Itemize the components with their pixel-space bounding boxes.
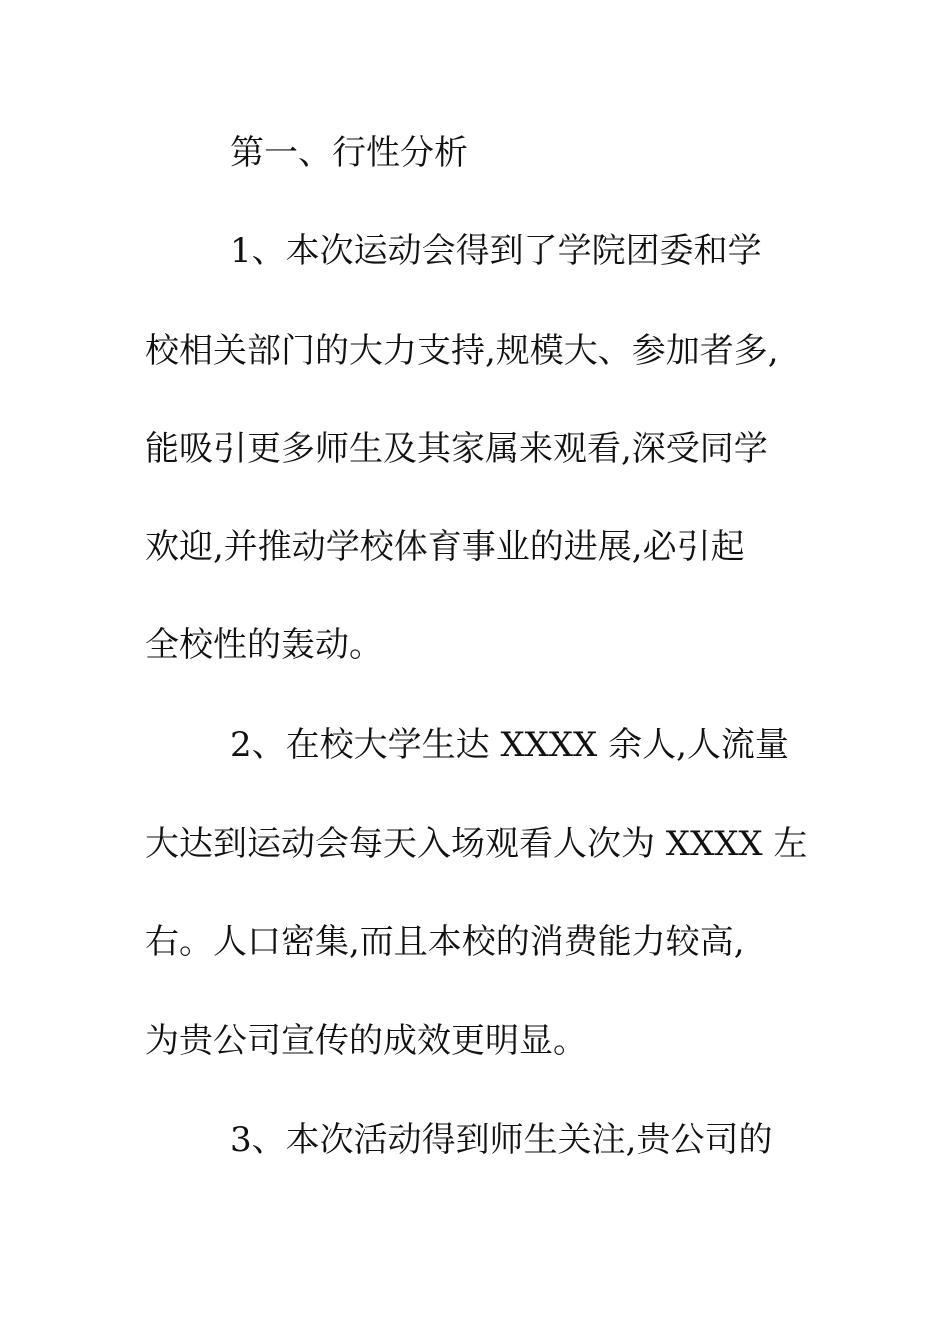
paragraph-line: 2、在校大学生达 XXXX 余人,人流量: [230, 725, 789, 765]
paragraph-line: 1、本次运动会得到了学院团委和学: [230, 231, 762, 271]
paragraph-line: 为贵公司宣传的成效更明显。: [145, 1021, 587, 1061]
paragraph-line: 全校性的轰动。: [145, 625, 383, 665]
section-heading: 第一、行性分析: [230, 133, 468, 173]
paragraph-line: 校相关部门的大力支持,规模大、参加者多,: [145, 331, 779, 371]
paragraph-line: 欢迎,并推动学校体育事业的进展,必引起: [145, 527, 745, 567]
paragraph-line: 能吸引更多师生及其家属来观看,深受同学: [145, 429, 768, 469]
paragraph-line: 3、本次活动得到师生关注,贵公司的: [230, 1120, 773, 1160]
paragraph-line: 右。人口密集,而且本校的消费能力较高,: [145, 922, 745, 962]
paragraph-line: 大达到运动会每天入场观看人次为 XXXX 左: [145, 824, 808, 864]
